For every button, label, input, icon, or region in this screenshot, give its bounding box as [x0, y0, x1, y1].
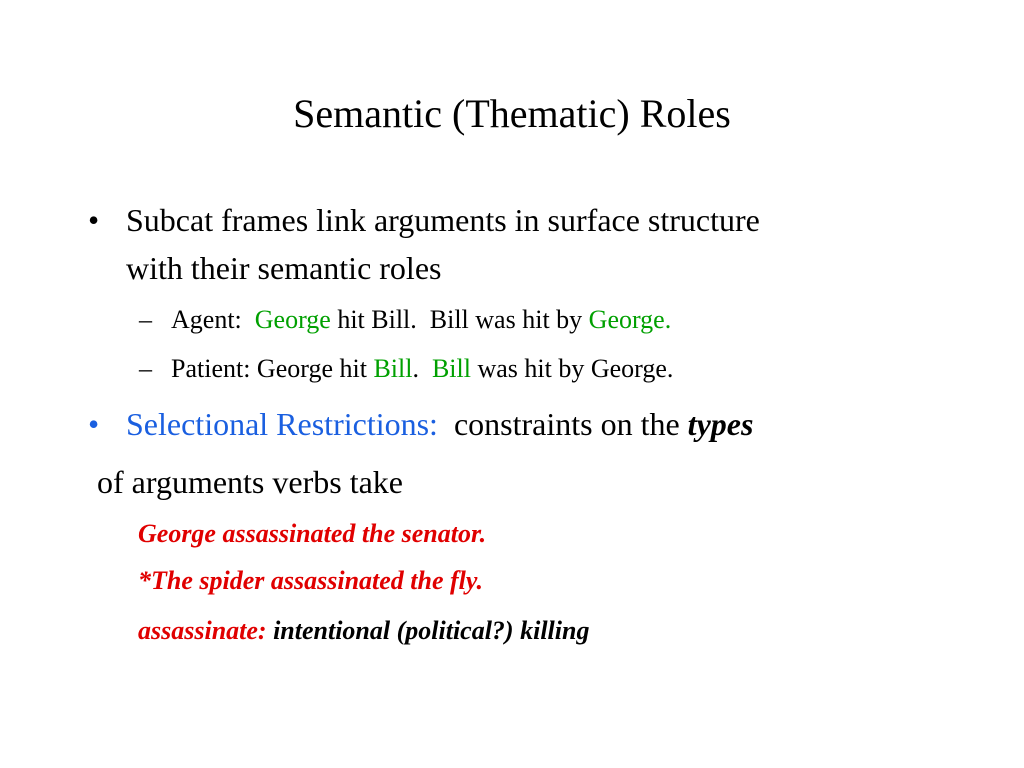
assassinate-definition: intentional (political?) killing	[266, 616, 590, 645]
example-3	[138, 613, 589, 649]
types-emphasis: types	[687, 406, 754, 442]
agent-george-1: George	[254, 305, 331, 334]
bullet-1-line-2: with their semantic roles	[126, 250, 442, 286]
patient-end: was hit by George.	[470, 354, 674, 383]
example-2: *The spider assassinated the fly.	[138, 566, 483, 595]
bullet-2-line-2: of arguments verbs take	[97, 464, 403, 500]
patient-bill-1: Bill	[373, 354, 413, 383]
agent-mid: hit Bill. Bill was hit by	[330, 305, 589, 334]
patient-label: Patient: George hit	[171, 354, 374, 383]
bullet-marker: •	[88, 406, 100, 442]
slide-title: Semantic (Thematic) Roles	[293, 91, 731, 136]
assassinate-term: assassinate:	[138, 616, 267, 645]
dash-marker: –	[139, 305, 152, 334]
example-1: George assassinated the senator.	[138, 519, 487, 548]
selectional-restrictions-label: Selectional Restrictions:	[126, 406, 438, 442]
dash-marker: –	[139, 354, 152, 383]
patient-mid: .	[412, 354, 432, 383]
bullet-1-line-1: Subcat frames link arguments in surface structure	[126, 202, 760, 238]
bullet-2-text: constraints on the	[437, 406, 688, 442]
agent-label: Agent:	[171, 305, 255, 334]
sub-bullet-agent	[171, 302, 671, 338]
bullet-marker: •	[88, 202, 100, 238]
patient-bill-2: Bill	[431, 354, 471, 383]
bullet-2-line-1	[126, 400, 753, 448]
sub-bullet-patient	[171, 351, 673, 387]
agent-george-2: George.	[588, 305, 672, 334]
